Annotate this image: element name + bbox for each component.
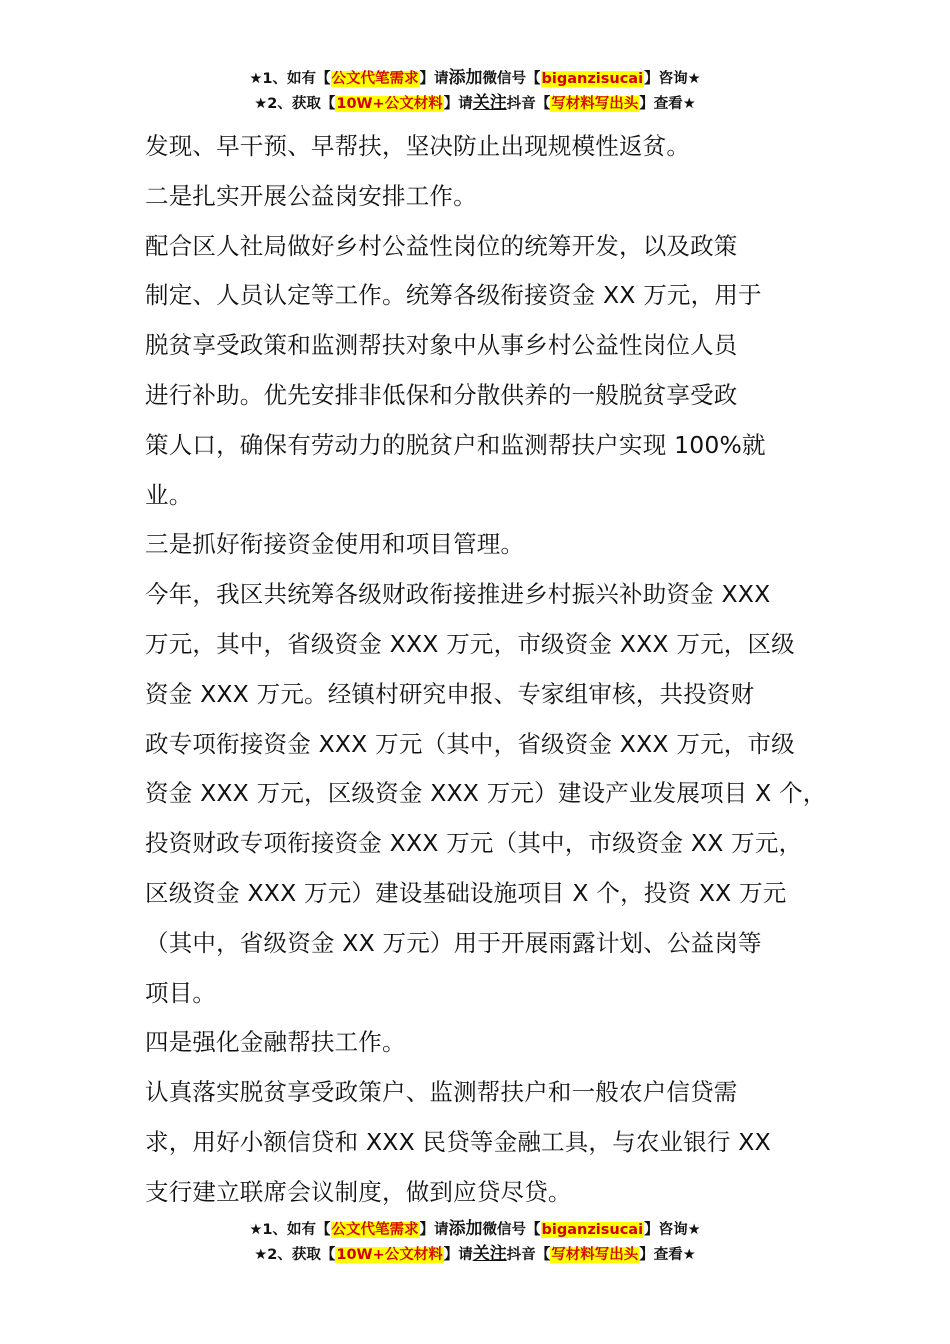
banner-line-2 — [0, 91, 950, 116]
banner-line-1-mid1: 】请 — [419, 1222, 449, 1238]
text-line: 万元，其中，省级资金 XXX 万元，市级资金 XXX 万元，区级 — [145, 629, 795, 658]
banner-line-1 — [0, 1217, 950, 1242]
banner-line-1-mid2: 微信号【 — [482, 71, 541, 87]
banner-highlight-douyin: 写材料写出头 — [551, 1247, 639, 1263]
header-banner — [0, 66, 950, 116]
section-heading: 三是抓好衔接资金使用和项目管理。 — [145, 530, 525, 559]
banner-line-1-mid2: 微信号【 — [482, 1222, 541, 1238]
text-line: 资金 XXX 万元，区级资金 XXX 万元）建设产业发展项目 X 个， — [145, 779, 827, 808]
banner-line-2-suffix: 】查看★ — [639, 1247, 696, 1263]
text-line: 制定、人员认定等工作。统筹各级衔接资金 XX 万元，用于 — [145, 281, 762, 310]
banner-highlight-wechat: biganzisucai — [541, 1222, 644, 1238]
banner-line-2-emph: 关注 — [472, 1244, 507, 1264]
text-line: （其中，省级资金 XX 万元）用于开展雨露计划、公益岗等 — [145, 928, 762, 957]
banner-line-1 — [0, 66, 950, 91]
section-heading: 四是强化金融帮扶工作。 — [145, 1028, 406, 1057]
banner-line-2-mid2: 抖音【 — [506, 1247, 551, 1263]
banner-line-2-mid2: 抖音【 — [506, 96, 551, 112]
banner-line-1-suffix: 】咨询★ — [644, 71, 701, 87]
text-line: 投资财政专项衔接资金 XXX 万元（其中，市级资金 XX 万元， — [145, 829, 803, 858]
text-line: 配合区人社局做好乡村公益性岗位的统筹开发，以及政策 — [145, 231, 738, 260]
banner-line-1-emph: 添加 — [448, 68, 483, 88]
text-line: 业。 — [145, 480, 193, 509]
text-line: 发现、早干预、早帮扶，坚决防止出现规模性返贫。 — [145, 132, 691, 160]
banner-highlight-materials: 10W+公文材料 — [336, 1247, 443, 1263]
banner-line-2-prefix: ★2、获取【 — [254, 96, 336, 112]
banner-line-2-suffix: 】查看★ — [639, 96, 696, 112]
document-body — [145, 122, 845, 1218]
banner-highlight-wechat: biganzisucai — [541, 71, 644, 87]
banner-line-2 — [0, 1242, 950, 1267]
banner-line-1-suffix: 】咨询★ — [644, 1222, 701, 1238]
text-line: 政专项衔接资金 XXX 万元（其中，省级资金 XXX 万元，市级 — [145, 729, 795, 758]
text-line: 求，用好小额信贷和 XXX 民贷等金融工具，与农业银行 XX — [145, 1127, 771, 1156]
banner-line-1-mid1: 】请 — [419, 71, 449, 87]
text-line: 支行建立联席会议制度，做到应贷尽贷。 — [145, 1177, 572, 1206]
banner-line-2-prefix: ★2、获取【 — [254, 1247, 336, 1263]
text-line: 进行补助。优先安排非低保和分散供养的一般脱贫享受政 — [145, 380, 738, 409]
text-line: 今年，我区共统筹各级财政衔接推进乡村振兴补助资金 XXX — [145, 580, 771, 609]
text-line: 资金 XXX 万元。经镇村研究申报、专家组审核，共投资财 — [145, 679, 755, 708]
text-line: 项目。 — [145, 978, 217, 1007]
text-line: 认真落实脱贫享受政策户、监测帮扶户和一般农户信贷需 — [145, 1078, 738, 1107]
banner-line-2-mid1: 】请 — [443, 96, 473, 112]
banner-highlight-service: 公文代笔需求 — [331, 71, 419, 87]
banner-line-1-prefix: ★1、如有【 — [249, 1222, 331, 1238]
banner-highlight-service: 公文代笔需求 — [331, 1222, 419, 1238]
text-line: 区级资金 XXX 万元）建设基础设施项目 X 个，投资 XX 万元 — [145, 878, 787, 907]
banner-line-1-prefix: ★1、如有【 — [249, 71, 331, 87]
banner-highlight-douyin: 写材料写出头 — [551, 96, 639, 112]
banner-highlight-materials: 10W+公文材料 — [336, 96, 443, 112]
text-line: 脱贫享受政策和监测帮扶对象中从事乡村公益性岗位人员 — [145, 331, 738, 360]
banner-line-1-emph: 添加 — [448, 1219, 483, 1239]
text-line: 策人口，确保有劳动力的脱贫户和监测帮扶户实现 100%就 — [145, 430, 766, 459]
banner-line-2-mid1: 】请 — [443, 1247, 473, 1263]
banner-line-2-emph: 关注 — [472, 93, 507, 113]
footer-banner — [0, 1217, 950, 1267]
section-heading: 二是扎实开展公益岗安排工作。 — [145, 181, 477, 210]
